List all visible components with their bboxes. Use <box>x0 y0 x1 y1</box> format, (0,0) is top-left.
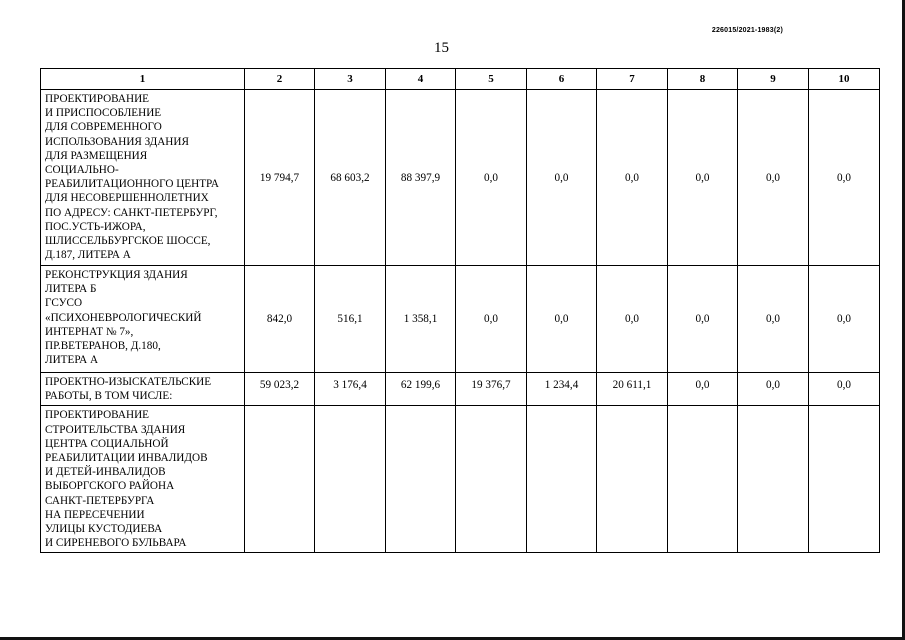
value-cell <box>386 406 456 553</box>
value-cell: 0,0 <box>597 90 668 266</box>
value-cell <box>527 406 597 553</box>
value-cell: 59 023,2 <box>245 373 315 406</box>
column-header: 8 <box>668 69 738 90</box>
value-cell: 19 376,7 <box>456 373 527 406</box>
value-cell <box>738 406 809 553</box>
value-cell: 0,0 <box>456 266 527 373</box>
value-cell <box>245 406 315 553</box>
value-cell: 19 794,7 <box>245 90 315 266</box>
table-row <box>41 406 880 553</box>
column-header: 5 <box>456 69 527 90</box>
column-header: 4 <box>386 69 456 90</box>
value-cell: 88 397,9 <box>386 90 456 266</box>
column-header: 9 <box>738 69 809 90</box>
value-cell <box>315 406 386 553</box>
value-cell <box>809 406 880 553</box>
value-cell: 0,0 <box>527 90 597 266</box>
column-header: 10 <box>809 69 880 90</box>
row-name-cell: ПРОЕКТНО-ИЗЫСКАТЕЛЬСКИЕ РАБОТЫ, В ТОМ ЧИСЛЕ: <box>41 373 245 406</box>
page-number: 15 <box>434 40 449 56</box>
budget-table <box>40 68 880 553</box>
value-cell: 0,0 <box>809 90 880 266</box>
value-cell: 0,0 <box>527 266 597 373</box>
column-header: 6 <box>527 69 597 90</box>
value-cell: 0,0 <box>668 373 738 406</box>
value-cell: 0,0 <box>597 266 668 373</box>
row-name-cell: ПРОЕКТИРОВАНИЕ И ПРИСПОСОБЛЕНИЕ ДЛЯ СОВРЕМЕННОГО ИСПОЛЬЗОВАНИЯ ЗДАНИЯ ДЛЯ РАЗМЕЩЕНИЯ СОЦИАЛЬНО- РЕАБИЛИТАЦИОННОГО ЦЕНТРА ДЛЯ НЕСОВЕРШЕННОЛЕТНИХ ПО АДРЕСУ: САНКТ-ПЕТЕРБУРГ, ПОС.УСТЬ-ИЖОРА, ШЛИССЕЛЬБУРГСКОЕ ШОССЕ, Д.187, ЛИТЕРА А <box>41 90 245 266</box>
value-cell: 20 611,1 <box>597 373 668 406</box>
value-cell <box>456 406 527 553</box>
value-cell: 0,0 <box>668 266 738 373</box>
value-cell <box>597 406 668 553</box>
value-cell: 0,0 <box>738 266 809 373</box>
table-row <box>41 266 880 373</box>
value-cell: 0,0 <box>809 266 880 373</box>
column-header: 7 <box>597 69 668 90</box>
table-row <box>41 373 880 406</box>
document-registration-stamp: 226015/2021-1983(2) <box>711 27 783 34</box>
value-cell: 1 234,4 <box>527 373 597 406</box>
row-name-cell: РЕКОНСТРУКЦИЯ ЗДАНИЯ ЛИТЕРА Б ГСУСО «ПСИХОНЕВРОЛОГИЧЕСКИЙ ИНТЕРНАТ № 7», ПР.ВЕТЕРАНОВ, Д.180, ЛИТЕРА А <box>41 266 245 373</box>
value-cell <box>668 406 738 553</box>
table-row <box>41 90 880 266</box>
value-cell: 0,0 <box>456 90 527 266</box>
value-cell: 62 199,6 <box>386 373 456 406</box>
row-name-cell: ПРОЕКТИРОВАНИЕ СТРОИТЕЛЬСТВА ЗДАНИЯ ЦЕНТРА СОЦИАЛЬНОЙ РЕАБИЛИТАЦИИ ИНВАЛИДОВ И ДЕТЕЙ-ИНВАЛИДОВ ВЫБОРГСКОГО РАЙОНА САНКТ-ПЕТЕРБУРГА НА ПЕРЕСЕЧЕНИИ УЛИЦЫ КУСТОДИЕВА И СИРЕНЕВОГО БУЛЬВАРА <box>41 406 245 553</box>
value-cell: 842,0 <box>245 266 315 373</box>
value-cell: 0,0 <box>738 90 809 266</box>
value-cell: 0,0 <box>809 373 880 406</box>
value-cell: 68 603,2 <box>315 90 386 266</box>
value-cell: 1 358,1 <box>386 266 456 373</box>
value-cell: 516,1 <box>315 266 386 373</box>
column-header: 3 <box>315 69 386 90</box>
value-cell: 3 176,4 <box>315 373 386 406</box>
column-header: 2 <box>245 69 315 90</box>
value-cell: 0,0 <box>668 90 738 266</box>
table-header-row <box>41 69 880 90</box>
value-cell: 0,0 <box>738 373 809 406</box>
column-header: 1 <box>41 69 245 90</box>
